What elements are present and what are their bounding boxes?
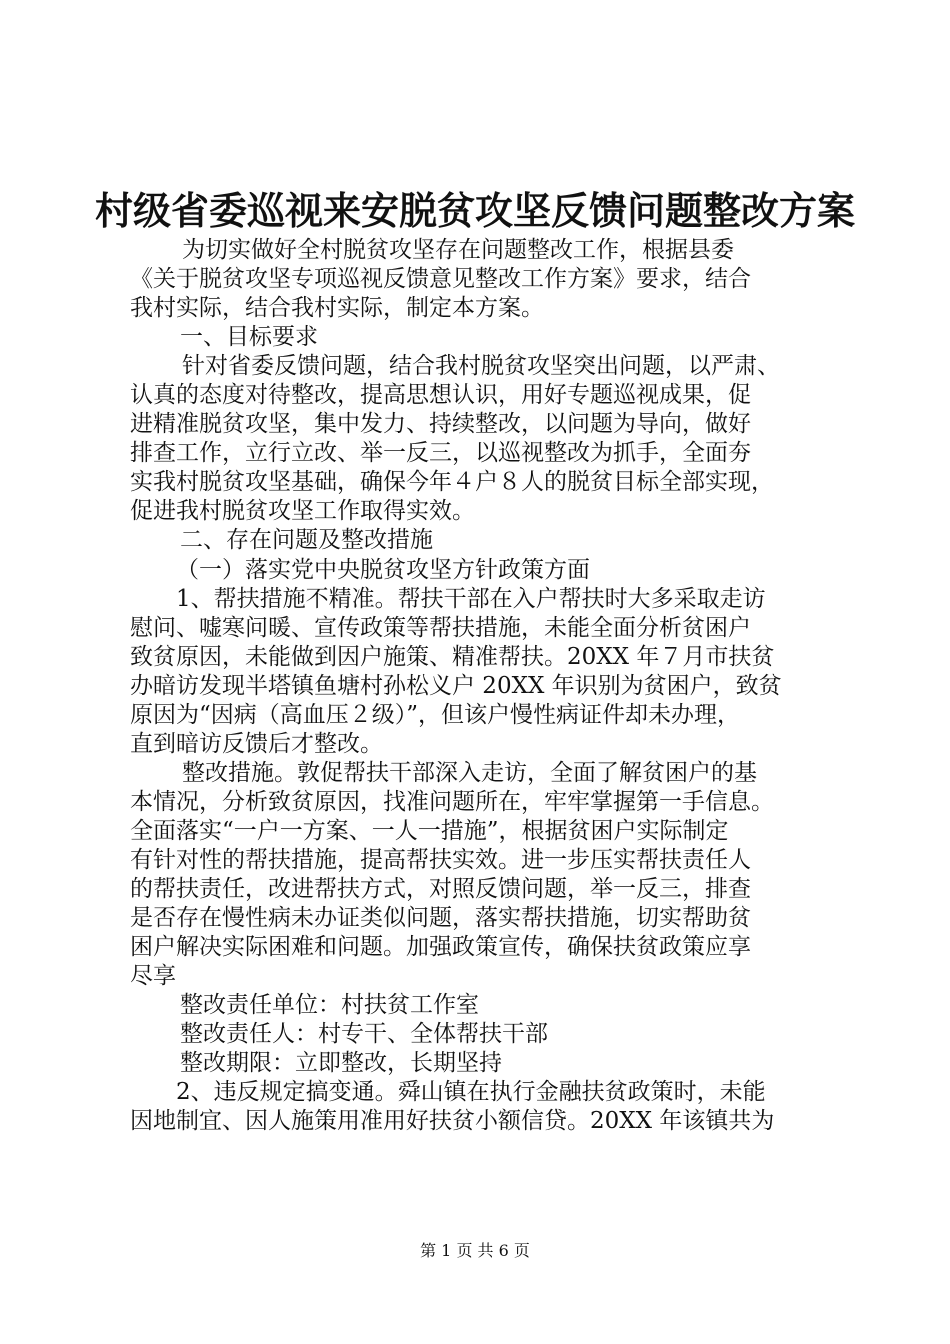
- paragraph-line: 全面落实“一户一方案、一人一措施”，根据贫困户实际制定: [130, 817, 729, 844]
- page-number-footer: 第 1 页 共 6 页: [420, 1241, 530, 1260]
- paragraph-line: 促进我村脱贫攻坚工作取得实效。: [130, 498, 475, 525]
- paragraph-line: 直到暗访反馈后才整改。: [130, 730, 383, 757]
- paragraph-line: 实我村脱贫攻坚基础，确保今年４户８人的脱贫目标全部实现，: [130, 469, 774, 496]
- paragraph-line: 整改措施。敦促帮扶干部深入走访，全面了解贫困户的基: [182, 759, 757, 786]
- paragraph-line: 办暗访发现半塔镇鱼塘村孙松义户 20XX 年识别为贫困户，致贫: [130, 672, 782, 699]
- paragraph-line: 有针对性的帮扶措施，提高帮扶实效。进一步压实帮扶责任人: [130, 846, 751, 873]
- paragraph-line: 致贫原因，未能做到因户施策、精准帮扶。20XX 年７月市扶贫: [130, 643, 775, 670]
- paragraph-line: 为切实做好全村脱贫攻坚存在问题整改工作，根据县委: [182, 237, 734, 263]
- document-body: [130, 236, 830, 1136]
- paragraph-line: 进精准脱贫攻坚，集中发力、持续整改，以问题为导向，做好: [130, 411, 751, 438]
- responsible-person: 整改责任人：村专干、全体帮扶干部: [180, 1021, 548, 1048]
- paragraph-line: 困户解决实际困难和问题。加强政策宣传，确保扶贫政策应享: [130, 934, 751, 961]
- paragraph-line: 我村实际，结合我村实际，制定本方案。: [130, 295, 544, 322]
- paragraph-line: 慰问、嘘寒问暖、宣传政策等帮扶措施，未能全面分析贫困户: [130, 614, 751, 641]
- paragraph-line: 本情况，分析致贫原因，找准问题所在，牢牢掌握第一手信息。: [130, 788, 774, 815]
- paragraph-line: 尽享: [130, 963, 176, 990]
- subsection-heading: （一）落实党中央脱贫攻坚方针政策方面: [176, 556, 590, 583]
- paragraph-line: 是否存在慢性病未办证类似问题，落实帮扶措施，切实帮助贫: [130, 905, 751, 932]
- paragraph-line: 认真的态度对待整改，提高思想认识，用好专题巡视成果，促: [130, 382, 751, 409]
- document-title: 村级省委巡视来安脱贫攻坚反馈问题整改方案: [94, 188, 855, 233]
- paragraph-line: 1、帮扶措施不精准。帮扶干部在入户帮扶时大多采取走访: [176, 585, 766, 612]
- paragraph-line: 原因为“因病（高血压２级）”，但该户慢性病证件却未办理，: [130, 701, 741, 728]
- paragraph-line: 因地制宜、因人施策用准用好扶贫小额信贷。20XX 年该镇共为: [130, 1108, 775, 1135]
- section-heading: 二、存在问题及整改措施: [180, 527, 433, 554]
- paragraph-line: 针对省委反馈问题，结合我村脱贫攻坚突出问题，以严肃、: [182, 353, 780, 380]
- paragraph-line: 2、违反规定搞变通。舜山镇在执行金融扶贫政策时，未能: [176, 1079, 766, 1106]
- responsible-unit: 整改责任单位：村扶贫工作室: [180, 992, 479, 1019]
- paragraph-line: 排查工作，立行立改、举一反三，以巡视整改为抓手，全面夯: [130, 440, 751, 467]
- section-heading: 一、目标要求: [180, 324, 318, 351]
- paragraph-line: 的帮扶责任，改进帮扶方式，对照反馈问题，举一反三，排查: [130, 876, 751, 903]
- rectification-deadline: 整改期限：立即整改，长期坚持: [180, 1050, 502, 1077]
- paragraph-line: 《关于脱贫攻坚专项巡视反馈意见整改工作方案》要求，结合: [130, 266, 751, 293]
